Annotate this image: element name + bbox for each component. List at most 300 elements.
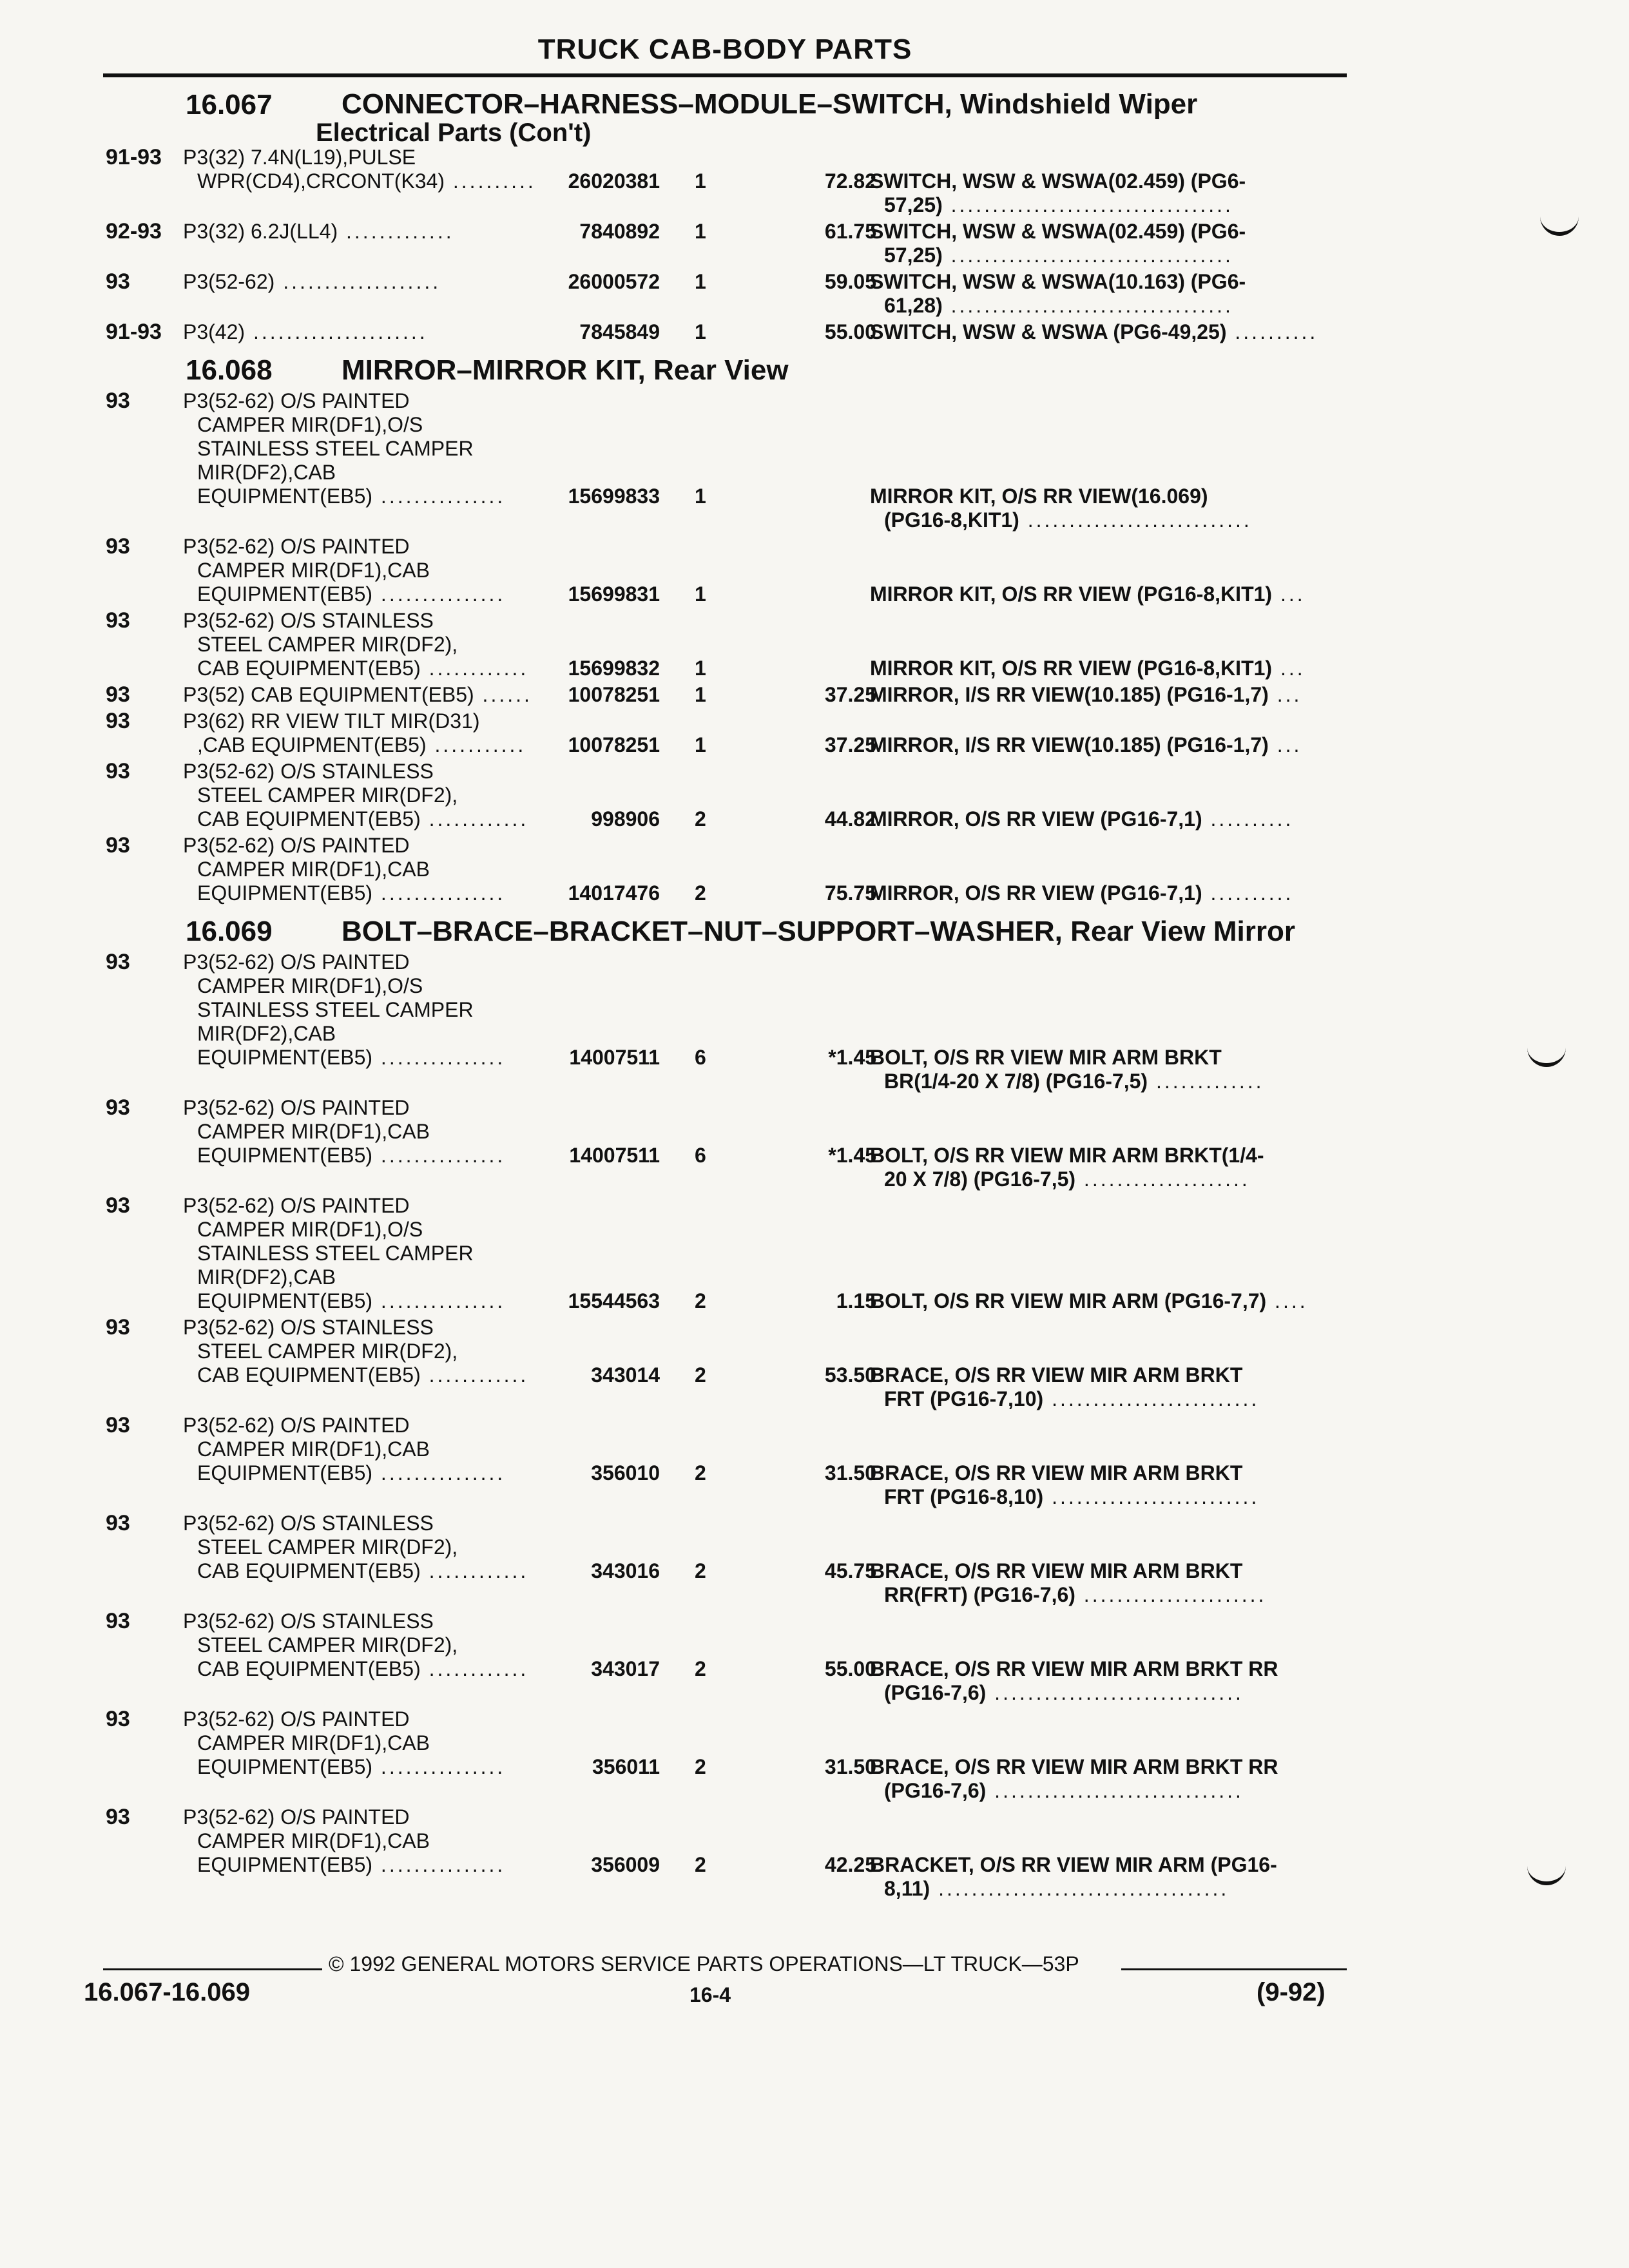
reference-line [870, 1877, 1347, 1901]
part-number: 15699833 [568, 485, 660, 508]
usage-line [183, 1022, 583, 1046]
usage-text: P3(52-62) O/S PAINTED [183, 1096, 410, 1119]
reference-line [870, 683, 1347, 707]
usage-line [183, 760, 583, 783]
part-number: 343017 [591, 1657, 660, 1680]
running-title: TRUCK CAB-BODY PARTS [537, 34, 912, 65]
model-years: 93 [106, 269, 130, 294]
dot-leader: ................... [275, 270, 441, 293]
model-years: 93 [106, 608, 130, 633]
reference-text: SWITCH, WSW & WSWA(02.459) (PG6- [870, 169, 1246, 193]
usage-line [183, 1242, 583, 1265]
reference-text: 8,11) [884, 1877, 930, 1900]
reference-text: BOLT, O/S RR VIEW MIR ARM BRKT(1/4- [870, 1144, 1264, 1167]
dot-leader: ............... [372, 582, 506, 606]
usage-text: EQUIPMENT(EB5) [197, 582, 373, 606]
dot-leader: ... [1272, 657, 1306, 680]
quantity: 1 [695, 657, 706, 680]
part-number: 14007511 [569, 1144, 660, 1167]
quantity: 1 [695, 582, 706, 606]
reference-line [870, 733, 1347, 757]
section-number: 16.068 [186, 354, 273, 386]
part-number: 7845849 [579, 320, 660, 343]
usage-line [183, 657, 583, 680]
usage-text: STEEL CAMPER MIR(DF2), [197, 783, 458, 807]
quantity: 1 [695, 683, 706, 706]
usage-line [183, 1218, 583, 1242]
part-entry [103, 389, 1347, 535]
part-number: 15699832 [568, 657, 660, 680]
part-number: 998906 [591, 807, 660, 831]
quantity: 2 [695, 1853, 706, 1876]
usage-line [183, 1610, 583, 1633]
usage-text: STEEL CAMPER MIR(DF2), [197, 1535, 458, 1559]
dot-leader: ............... [372, 1046, 506, 1069]
footer-rule-left [103, 1968, 322, 1970]
dot-leader: ............... [372, 1289, 506, 1312]
usage-description [183, 834, 583, 905]
usage-line [183, 683, 583, 707]
usage-line [183, 1535, 583, 1559]
usage-line [183, 858, 583, 881]
usage-line [183, 1657, 583, 1681]
part-number: 15699831 [568, 582, 660, 606]
usage-text: EQUIPMENT(EB5) [197, 1755, 373, 1778]
list-price: 72.82 [824, 169, 876, 193]
model-years: 92-93 [106, 219, 162, 244]
part-number: 26000572 [568, 270, 660, 293]
usage-line [183, 1414, 583, 1437]
reference-text: SWITCH, WSW & WSWA (PG6-49,25) [870, 320, 1227, 343]
usage-line [183, 974, 583, 998]
part-entry [103, 1512, 1347, 1610]
usage-line [183, 1731, 583, 1755]
dot-leader: .................................. [942, 244, 1233, 267]
usage-line [183, 582, 583, 606]
usage-line [183, 807, 583, 831]
section-heading [103, 913, 1347, 950]
quantity: 2 [695, 881, 706, 905]
model-years: 91-93 [106, 145, 162, 169]
model-years: 93 [106, 1707, 130, 1731]
usage-text: CAMPER MIR(DF1),O/S [197, 1218, 423, 1241]
reference-line [870, 1681, 1347, 1705]
list-price: 31.50 [824, 1461, 876, 1485]
part-entry [103, 1707, 1347, 1805]
usage-line [183, 881, 583, 905]
usage-text: P3(52-62) O/S PAINTED [183, 1707, 410, 1731]
usage-text: STAINLESS STEEL CAMPER [197, 998, 474, 1021]
reference-line [870, 1853, 1347, 1877]
part-entry [103, 609, 1347, 683]
usage-line [183, 1437, 583, 1461]
usage-text: CAMPER MIR(DF1),CAB [197, 1120, 430, 1143]
reference-line [870, 220, 1347, 244]
dot-leader: ............ [420, 1657, 529, 1680]
part-number: 15544563 [568, 1289, 660, 1312]
usage-text: MIR(DF2),CAB [197, 1022, 336, 1045]
reference-text: 57,25) [884, 193, 943, 216]
dot-leader: ...................... [1075, 1583, 1267, 1606]
reference-line [870, 1070, 1347, 1093]
list-price: 31.50 [824, 1755, 876, 1778]
usage-line [183, 1046, 583, 1070]
dot-leader: .......... [445, 169, 536, 193]
reference-line [870, 1485, 1347, 1509]
usage-text: CAB EQUIPMENT(EB5) [197, 1657, 421, 1680]
usage-line [183, 783, 583, 807]
part-name-reference [870, 733, 1347, 757]
usage-line [183, 1829, 583, 1853]
part-number: 356009 [591, 1853, 660, 1876]
dot-leader: ............ [420, 657, 529, 680]
usage-description [183, 609, 583, 680]
usage-text: EQUIPMENT(EB5) [197, 1461, 373, 1485]
reference-text: FRT (PG16-8,10) [884, 1485, 1044, 1508]
part-entry [103, 1194, 1347, 1316]
usage-description [183, 709, 583, 757]
usage-line [183, 485, 583, 508]
usage-line [183, 1633, 583, 1657]
reference-text: MIRROR KIT, O/S RR VIEW(16.069) [870, 485, 1208, 508]
part-name-reference [870, 1853, 1347, 1901]
part-name-reference [870, 582, 1347, 606]
reference-text: 61,28) [884, 294, 943, 317]
dot-leader: .......... [1202, 807, 1294, 831]
usage-description [183, 146, 583, 193]
usage-text: P3(52-62) O/S PAINTED [183, 950, 410, 974]
dot-leader: .............................. [986, 1681, 1244, 1704]
list-price: 55.00 [824, 320, 876, 343]
usage-line [183, 1144, 583, 1168]
list-price: 37.25 [824, 683, 876, 706]
usage-description [183, 535, 583, 606]
header-rule [103, 73, 1347, 77]
reference-text: BRACE, O/S RR VIEW MIR ARM BRKT [870, 1559, 1243, 1582]
dot-leader: .................................. [942, 193, 1233, 216]
usage-text: EQUIPMENT(EB5) [197, 1046, 373, 1069]
part-entry [103, 834, 1347, 908]
usage-text: CAMPER MIR(DF1),O/S [197, 413, 423, 436]
usage-text: P3(52-62) [183, 270, 275, 293]
usage-line [183, 1096, 583, 1120]
usage-line [183, 1316, 583, 1340]
usage-text: P3(52-62) O/S PAINTED [183, 1194, 410, 1217]
usage-text: CAMPER MIR(DF1),O/S [197, 974, 423, 997]
reference-text: (PG16-8,KIT1) [884, 508, 1019, 532]
part-name-reference [870, 1657, 1347, 1705]
usage-line [183, 413, 583, 437]
usage-description [183, 1805, 583, 1877]
part-name-reference [870, 1755, 1347, 1803]
reference-line [870, 1289, 1347, 1313]
reference-line [870, 1363, 1347, 1387]
usage-text: P3(52-62) O/S PAINTED [183, 834, 410, 857]
section-title: MIRROR–MIRROR KIT, Rear View [342, 354, 789, 386]
reference-text: RR(FRT) (PG16-7,6) [884, 1583, 1075, 1606]
part-entry [103, 709, 1347, 760]
reference-line [870, 193, 1347, 217]
reference-line [870, 881, 1347, 905]
usage-line [183, 834, 583, 858]
model-years: 93 [106, 534, 130, 559]
part-entry [103, 1805, 1347, 1903]
part-entry [103, 760, 1347, 834]
part-entry [103, 535, 1347, 609]
quantity: 2 [695, 1289, 706, 1312]
part-entry [103, 1610, 1347, 1707]
section-heading [103, 352, 1347, 389]
model-years: 93 [106, 1095, 130, 1120]
reference-text: SWITCH, WSW & WSWA(02.459) (PG6- [870, 220, 1246, 243]
list-price: 59.05 [824, 270, 876, 293]
usage-text: EQUIPMENT(EB5) [197, 1853, 373, 1876]
usage-description [183, 320, 583, 344]
reference-line [870, 1168, 1347, 1191]
model-years: 93 [106, 950, 130, 974]
dot-leader: ..................... [245, 320, 428, 343]
reference-text: (PG16-7,6) [884, 1681, 987, 1704]
usage-text: P3(52-62) O/S STAINLESS [183, 1512, 434, 1535]
part-name-reference [870, 1289, 1347, 1313]
quantity: 2 [695, 1559, 706, 1582]
usage-text: CAMPER MIR(DF1),CAB [197, 1731, 430, 1754]
usage-text: P3(42) [183, 320, 246, 343]
section-heading [103, 89, 1347, 146]
quantity: 1 [695, 169, 706, 193]
usage-text: EQUIPMENT(EB5) [197, 1144, 373, 1167]
part-number: 14017476 [568, 881, 660, 905]
reference-line [870, 320, 1347, 344]
reference-line [870, 244, 1347, 267]
usage-text: CAMPER MIR(DF1),CAB [197, 1829, 430, 1852]
part-name-reference [870, 657, 1347, 680]
usage-line [183, 1805, 583, 1829]
usage-description [183, 1316, 583, 1387]
part-name-reference [870, 220, 1347, 267]
part-name-reference [870, 683, 1347, 707]
usage-line [183, 169, 583, 193]
usage-line [183, 733, 583, 757]
part-name-reference [870, 1363, 1347, 1411]
reference-text: MIRROR KIT, O/S RR VIEW (PG16-8,KIT1) [870, 582, 1273, 606]
usage-line [183, 1340, 583, 1363]
reference-text: BRACKET, O/S RR VIEW MIR ARM (PG16- [870, 1853, 1277, 1876]
usage-text: MIR(DF2),CAB [197, 1265, 336, 1289]
dot-leader: ................................... [930, 1877, 1229, 1900]
part-entry [103, 146, 1347, 220]
usage-line [183, 1265, 583, 1289]
usage-line [183, 1512, 583, 1535]
footer-copyright: © 1992 GENERAL MOTORS SERVICE PARTS OPERATIONS—LT TRUCK—53P [329, 1952, 1079, 1975]
list-price: 75.75 [824, 881, 876, 905]
usage-line [183, 1363, 583, 1387]
usage-description [183, 760, 583, 831]
reference-text: BRACE, O/S RR VIEW MIR ARM BRKT [870, 1461, 1243, 1485]
part-entry [103, 950, 1347, 1096]
quantity: 1 [695, 220, 706, 243]
list-price: 61.75 [824, 220, 876, 243]
quantity: 6 [695, 1144, 706, 1167]
dot-leader: ............... [372, 1144, 506, 1167]
usage-text: P3(62) RR VIEW TILT MIR(D31) [183, 709, 480, 733]
usage-line [183, 1755, 583, 1779]
usage-line [183, 1120, 583, 1144]
part-number: 343014 [591, 1363, 660, 1387]
part-name-reference [870, 270, 1347, 318]
reference-text: MIRROR, O/S RR VIEW (PG16-7,1) [870, 881, 1202, 905]
dot-leader: ............... [372, 1853, 506, 1876]
reference-text: MIRROR KIT, O/S RR VIEW (PG16-8,KIT1) [870, 657, 1273, 680]
usage-text: P3(52-62) O/S PAINTED [183, 1414, 410, 1437]
footer-date: (9-92) [1257, 1978, 1325, 2006]
list-price: *1.45 [828, 1046, 876, 1069]
usage-text: STEEL CAMPER MIR(DF2), [197, 1633, 458, 1657]
reference-text: FRT (PG16-7,10) [884, 1387, 1044, 1410]
model-years: 93 [106, 759, 130, 783]
reference-line [870, 270, 1347, 294]
usage-description [183, 270, 583, 294]
usage-line [183, 437, 583, 461]
part-entry [103, 683, 1347, 709]
reference-text: MIRROR, I/S RR VIEW(10.185) (PG16-1,7) [870, 683, 1269, 706]
usage-line [183, 1853, 583, 1877]
dot-leader: ............... [372, 485, 506, 508]
dot-leader: ........................... [1019, 508, 1252, 532]
reference-line [870, 582, 1347, 606]
dot-leader: ... [1268, 683, 1302, 706]
part-name-reference [870, 320, 1347, 344]
footer-page-number: 16-4 [689, 1983, 731, 2006]
model-years: 93 [106, 1805, 130, 1829]
reference-text: BRACE, O/S RR VIEW MIR ARM BRKT [870, 1363, 1243, 1387]
section-number: 16.069 [186, 916, 273, 947]
model-years: 93 [106, 1511, 130, 1535]
part-name-reference [870, 1461, 1347, 1509]
reference-text: MIRROR, I/S RR VIEW(10.185) (PG16-1,7) [870, 733, 1269, 756]
usage-text: STEEL CAMPER MIR(DF2), [197, 1340, 458, 1363]
part-entry [103, 220, 1347, 270]
model-years: 93 [106, 1413, 130, 1437]
reference-text: MIRROR, O/S RR VIEW (PG16-7,1) [870, 807, 1202, 831]
usage-line [183, 609, 583, 633]
model-years: 91-93 [106, 320, 162, 344]
usage-description [183, 950, 583, 1070]
usage-description [183, 1512, 583, 1583]
reference-line [870, 508, 1347, 532]
margin-mark [1527, 1862, 1566, 1885]
section-title: BOLT–BRACE–BRACKET–NUT–SUPPORT–WASHER, Rear View Mirror [342, 916, 1295, 947]
reference-line [870, 807, 1347, 831]
reference-text: 57,25) [884, 244, 943, 267]
usage-text: CAMPER MIR(DF1),CAB [197, 1437, 430, 1461]
dot-leader: ......................... [1043, 1485, 1260, 1508]
part-number: 26020381 [568, 169, 660, 193]
usage-text: CAB EQUIPMENT(EB5) [197, 657, 421, 680]
reference-line [870, 1755, 1347, 1779]
dot-leader: ............ [420, 1559, 529, 1582]
list-price: 55.00 [824, 1657, 876, 1680]
dot-leader: ... [1272, 582, 1306, 606]
quantity: 1 [695, 320, 706, 343]
quantity: 1 [695, 733, 706, 756]
reference-text: BRACE, O/S RR VIEW MIR ARM BRKT RR [870, 1657, 1278, 1680]
usage-text: P3(52-62) O/S STAINLESS [183, 760, 434, 783]
usage-text: P3(32) 6.2J(LL4) [183, 220, 338, 243]
part-number: 356010 [591, 1461, 660, 1485]
usage-text: STEEL CAMPER MIR(DF2), [197, 633, 458, 656]
part-name-reference [870, 1559, 1347, 1607]
reference-text: (PG16-7,6) [884, 1779, 987, 1802]
quantity: 1 [695, 270, 706, 293]
list-price: 53.50 [824, 1363, 876, 1387]
quantity: 6 [695, 1046, 706, 1069]
part-number: 343016 [591, 1559, 660, 1582]
usage-description [183, 389, 583, 508]
dot-leader: ...... [474, 683, 532, 706]
dot-leader: ............... [372, 1461, 506, 1485]
reference-line [870, 1144, 1347, 1168]
reference-line [870, 1387, 1347, 1411]
dot-leader: ............. [338, 220, 454, 243]
part-name-reference [870, 1144, 1347, 1191]
parts-list [103, 84, 1347, 1903]
part-name-reference [870, 881, 1347, 905]
reference-line [870, 169, 1347, 193]
model-years: 93 [106, 1609, 130, 1633]
usage-line [183, 950, 583, 974]
list-price: 44.82 [824, 807, 876, 831]
part-entry [103, 320, 1347, 347]
usage-line [183, 709, 583, 733]
usage-description [183, 1610, 583, 1681]
dot-leader: .................... [1075, 1168, 1250, 1191]
reference-text: SWITCH, WSW & WSWA(10.163) (PG6- [870, 270, 1246, 293]
part-name-reference [870, 485, 1347, 532]
part-name-reference [870, 1046, 1347, 1093]
reference-text: BOLT, O/S RR VIEW MIR ARM (PG16-7,7) [870, 1289, 1267, 1312]
usage-line [183, 146, 583, 169]
usage-line [183, 559, 583, 582]
footer-rule-right [1121, 1968, 1347, 1970]
list-price: 1.15 [836, 1289, 876, 1312]
quantity: 2 [695, 1461, 706, 1485]
quantity: 2 [695, 807, 706, 831]
usage-description [183, 1707, 583, 1779]
dot-leader: ............... [372, 881, 506, 905]
dot-leader: .................................. [942, 294, 1233, 317]
usage-text: P3(32) 7.4N(L19),PULSE [183, 146, 416, 169]
usage-text: EQUIPMENT(EB5) [197, 881, 373, 905]
reference-text: BR(1/4-20 X 7/8) (PG16-7,5) [884, 1070, 1148, 1093]
usage-text: P3(52-62) O/S PAINTED [183, 389, 410, 412]
part-number: 356011 [592, 1755, 660, 1778]
part-number: 10078251 [568, 683, 660, 706]
list-price: 37.25 [824, 733, 876, 756]
quantity: 2 [695, 1363, 706, 1387]
dot-leader: ............ [420, 1363, 529, 1387]
reference-line [870, 485, 1347, 508]
list-price: 45.75 [824, 1559, 876, 1582]
usage-text: STAINLESS STEEL CAMPER [197, 437, 474, 460]
usage-line [183, 389, 583, 413]
usage-text: P3(52-62) O/S STAINLESS [183, 1610, 434, 1633]
usage-line [183, 1559, 583, 1583]
list-price: *1.45 [828, 1144, 876, 1167]
reference-line [870, 1779, 1347, 1803]
part-name-reference [870, 807, 1347, 831]
section-title: CONNECTOR–HARNESS–MODULE–SWITCH, Windshield Wiper [342, 88, 1198, 120]
